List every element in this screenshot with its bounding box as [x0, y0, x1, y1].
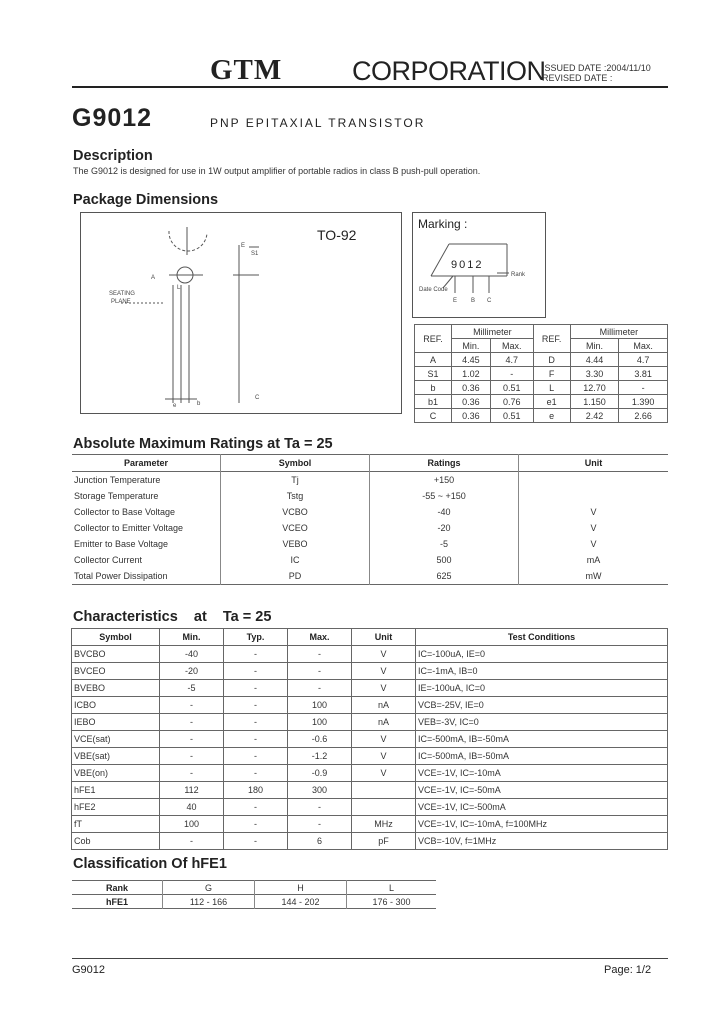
cell: hFE2	[72, 799, 160, 816]
cell: VCE(sat)	[72, 731, 160, 748]
cell: nA	[352, 697, 416, 714]
cell: -	[288, 816, 352, 833]
dim-e-label: E	[241, 243, 246, 249]
marking-pin-c: C	[487, 298, 492, 304]
cell: Collector Current	[72, 552, 221, 568]
cell: -	[288, 646, 352, 663]
marking-title: Marking :	[418, 217, 468, 231]
cell: MHz	[352, 816, 416, 833]
cell: 625	[370, 568, 519, 585]
cell: -	[160, 765, 224, 782]
description-text: The G9012 is designed for use in 1W output amplifier of portable radios in class B push-pull operation.	[73, 166, 481, 176]
cell: 176 - 300	[372, 896, 411, 907]
cell: Collector to Base Voltage	[72, 504, 221, 520]
table-row	[72, 731, 668, 748]
table-row	[72, 520, 668, 536]
table-row	[72, 472, 668, 489]
cell: BVCBO	[72, 646, 160, 663]
issued-date: ISSUED DATE :2004/11/10	[542, 63, 651, 73]
cell: -	[224, 748, 288, 765]
cell: PD	[221, 568, 370, 585]
cell: b1	[415, 395, 452, 409]
cell: -	[224, 765, 288, 782]
cell: -	[224, 731, 288, 748]
marking-date-label: Date Code	[419, 287, 448, 293]
table-row	[72, 782, 668, 799]
cell: VCE=-1V, IC=-500mA	[416, 799, 668, 816]
table-row	[72, 504, 668, 520]
ref-header: REF.	[415, 325, 452, 353]
cell: -	[288, 799, 352, 816]
table-row	[415, 409, 668, 423]
cell: BVCEO	[72, 663, 160, 680]
cell: 180	[224, 782, 288, 799]
cell: -	[224, 816, 288, 833]
unit-header: Unit	[352, 629, 416, 646]
marking-box	[412, 212, 546, 318]
cell: 2.42	[570, 409, 619, 423]
cell: fT	[72, 816, 160, 833]
unit-header: Unit	[584, 458, 603, 468]
table-row	[72, 568, 668, 585]
cell: 100	[288, 714, 352, 731]
table-row	[72, 663, 668, 680]
cell: -	[224, 646, 288, 663]
cell: -	[224, 697, 288, 714]
cell: V	[352, 731, 416, 748]
cell: 500	[370, 552, 519, 568]
cell: -40	[160, 646, 224, 663]
mm-header: Millimeter	[452, 325, 534, 339]
cell: V	[352, 748, 416, 765]
max-header: Max.	[490, 339, 533, 353]
cell: -1.2	[288, 748, 352, 765]
cell: -	[160, 697, 224, 714]
marking-pin-e: E	[453, 298, 458, 304]
table-row	[72, 833, 668, 850]
seating-label: SEATING	[109, 291, 135, 297]
dim-a-label: A	[151, 275, 156, 281]
cell: -	[224, 714, 288, 731]
table-row	[72, 765, 668, 782]
cell: -	[288, 663, 352, 680]
cell: 0.76	[490, 395, 533, 409]
table-row	[415, 367, 668, 381]
cell: V	[590, 507, 597, 517]
cell: -	[224, 799, 288, 816]
table-row	[72, 714, 668, 731]
cell: Tstg	[221, 488, 370, 504]
cell: C	[415, 409, 452, 423]
cell: 144 - 202	[255, 895, 347, 909]
cell: Tj	[221, 472, 370, 489]
cell: 12.70	[570, 381, 619, 395]
cell: ICBO	[72, 697, 160, 714]
to92-outline-drawing	[81, 213, 401, 413]
marking-pin-b: B	[471, 298, 476, 304]
revised-date: REVISED DATE :	[542, 73, 613, 83]
cell	[352, 799, 416, 816]
dim-b-label: b	[197, 401, 201, 407]
table-row	[72, 646, 668, 663]
table-row	[415, 381, 668, 395]
ratings-heading: Absolute Maximum Ratings at Ta = 25	[73, 436, 333, 452]
classification-table	[72, 880, 436, 909]
cell: -	[224, 833, 288, 850]
symbol-header: Symbol	[221, 455, 370, 472]
ratings-header: Ratings	[370, 455, 519, 472]
cell: 300	[288, 782, 352, 799]
cell: -5	[160, 680, 224, 697]
cell: 0.51	[490, 409, 533, 423]
rank-l-header: L	[388, 882, 394, 893]
cell: IC	[221, 552, 370, 568]
cell: Cob	[72, 833, 160, 850]
cell: 1.02	[452, 367, 491, 381]
cell: VCBO	[221, 504, 370, 520]
cell: VEB=-3V, IC=0	[416, 714, 668, 731]
table-row	[72, 488, 668, 504]
cell: -	[160, 748, 224, 765]
typ-header: Typ.	[224, 629, 288, 646]
cell: 0.51	[490, 381, 533, 395]
cell: A	[415, 353, 452, 367]
cell: 100	[160, 816, 224, 833]
table-row	[72, 536, 668, 552]
cell: VBE(sat)	[72, 748, 160, 765]
cell: -0.9	[288, 765, 352, 782]
cell: VCE=-1V, IC=-10mA	[416, 765, 668, 782]
cell: VCEO	[221, 520, 370, 536]
marking-rank-label: Rank	[511, 272, 526, 278]
cell: Collector to Emitter Voltage	[72, 520, 221, 536]
cell: V	[590, 523, 597, 533]
cell: V	[352, 663, 416, 680]
cell: -	[160, 833, 224, 850]
cell: hFE1	[72, 895, 163, 909]
symbol-header: Symbol	[72, 629, 160, 646]
cell: e	[533, 409, 570, 423]
cell: VEBO	[221, 536, 370, 552]
table-row	[72, 895, 436, 909]
cell: -	[288, 680, 352, 697]
dim-e1-label: e	[173, 403, 177, 409]
package-dimensions-table	[414, 324, 668, 423]
cell: -5	[370, 536, 519, 552]
cell: IC=-500mA, IB=-50mA	[416, 731, 668, 748]
cell: 1.390	[619, 395, 668, 409]
footer-part: G9012	[72, 964, 106, 976]
cell: -20	[370, 520, 519, 536]
cell: nA	[352, 714, 416, 731]
cell	[519, 488, 669, 504]
part-subtitle: PNP EPITAXIAL TRANSISTOR	[210, 116, 426, 130]
plane-label: PLANE	[111, 299, 131, 305]
cell	[352, 782, 416, 799]
header-rule	[72, 86, 668, 88]
cell: 112	[160, 782, 224, 799]
ratings-table	[72, 454, 668, 585]
cell: V	[352, 680, 416, 697]
footer-rule	[72, 958, 668, 959]
cell: 4.7	[619, 353, 668, 367]
cell: Storage Temperature	[72, 488, 221, 504]
package-heading: Package Dimensions	[73, 192, 219, 208]
footer-page: Page: 1/2	[604, 964, 652, 976]
param-header: Parameter	[72, 455, 221, 472]
corporation-title: CORPORATION	[352, 56, 546, 86]
cell: 4.44	[570, 353, 619, 367]
cell: hFE1	[72, 782, 160, 799]
characteristics-heading: Characteristics at Ta = 25	[73, 609, 272, 625]
cell: 112 - 166	[163, 895, 255, 909]
cell: b	[415, 381, 452, 395]
cell: IEBO	[72, 714, 160, 731]
min-header: Min.	[452, 339, 491, 353]
cell: L	[533, 381, 570, 395]
cell: 100	[288, 697, 352, 714]
cell: -	[619, 381, 668, 395]
table-row	[72, 816, 668, 833]
cell: IE=-100uA, IC=0	[416, 680, 668, 697]
ref-header: REF.	[533, 325, 570, 353]
table-row	[72, 748, 668, 765]
cell: -	[160, 731, 224, 748]
cell: Junction Temperature	[72, 472, 221, 489]
cell: 40	[160, 799, 224, 816]
rank-header: Rank	[72, 881, 163, 895]
max-header: Max.	[288, 629, 352, 646]
cell: 0.36	[452, 381, 491, 395]
cell: V	[352, 646, 416, 663]
min-header: Min.	[160, 629, 224, 646]
table-row	[415, 353, 668, 367]
cell: -0.6	[288, 731, 352, 748]
cell: 0.36	[452, 409, 491, 423]
cell: BVEBO	[72, 680, 160, 697]
rank-h-header: H	[255, 881, 347, 895]
cell: 2.66	[619, 409, 668, 423]
cell: VCB=-10V, f=1MHz	[416, 833, 668, 850]
part-number: G9012	[72, 104, 153, 132]
cell: VBE(on)	[72, 765, 160, 782]
cell: mW	[585, 571, 602, 581]
cell: mA	[586, 555, 601, 565]
classification-heading: Classification Of hFE1	[73, 856, 227, 872]
cell	[519, 472, 669, 489]
cell: 3.30	[570, 367, 619, 381]
cell: pF	[352, 833, 416, 850]
package-drawing	[80, 212, 402, 414]
cell: 6	[288, 833, 352, 850]
cell: -	[490, 367, 533, 381]
table-row	[415, 395, 668, 409]
cell: -40	[370, 504, 519, 520]
table-row	[72, 799, 668, 816]
cell: 0.36	[452, 395, 491, 409]
cell: +150	[370, 472, 519, 489]
cell: V	[590, 539, 597, 549]
dim-c-label: C	[255, 395, 260, 401]
test-conditions-header: Test Conditions	[416, 629, 668, 646]
cell: V	[352, 765, 416, 782]
cell: IC=-1mA, IB=0	[416, 663, 668, 680]
cell: D	[533, 353, 570, 367]
cell: 4.45	[452, 353, 491, 367]
marking-code: 9012	[451, 259, 484, 271]
dim-s1-label: S1	[251, 251, 259, 257]
table-row	[72, 697, 668, 714]
cell: IC=-100uA, IE=0	[416, 646, 668, 663]
cell: -	[224, 663, 288, 680]
cell: 4.7	[490, 353, 533, 367]
cell: F	[533, 367, 570, 381]
cell: 3.81	[619, 367, 668, 381]
cell: e1	[533, 395, 570, 409]
cell: -	[224, 680, 288, 697]
characteristics-table	[71, 628, 668, 850]
issue-dates	[542, 63, 651, 83]
description-heading: Description	[73, 148, 153, 164]
cell: Emitter to Base Voltage	[72, 536, 221, 552]
table-row	[72, 552, 668, 568]
cell: IC=-500mA, IB=-50mA	[416, 748, 668, 765]
mm-header: Millimeter	[570, 325, 667, 339]
package-type-label: TO-92	[317, 227, 357, 243]
cell: VCB=-25V, IE=0	[416, 697, 668, 714]
cell: -55 ~ +150	[370, 488, 519, 504]
cell: VCE=-1V, IC=-10mA, f=100MHz	[416, 816, 668, 833]
cell: Total Power Dissipation	[72, 568, 221, 585]
cell: -20	[160, 663, 224, 680]
cell: S1	[415, 367, 452, 381]
marking-drawing	[413, 213, 545, 317]
min-header: Min.	[570, 339, 619, 353]
max-header: Max.	[619, 339, 668, 353]
cell: VCE=-1V, IC=-50mA	[416, 782, 668, 799]
dim-l-label: L	[177, 285, 181, 291]
company-logo: GTM	[210, 54, 283, 86]
cell: 1.150	[570, 395, 619, 409]
cell: -	[160, 714, 224, 731]
table-row	[72, 680, 668, 697]
rank-g-header: G	[163, 881, 255, 895]
